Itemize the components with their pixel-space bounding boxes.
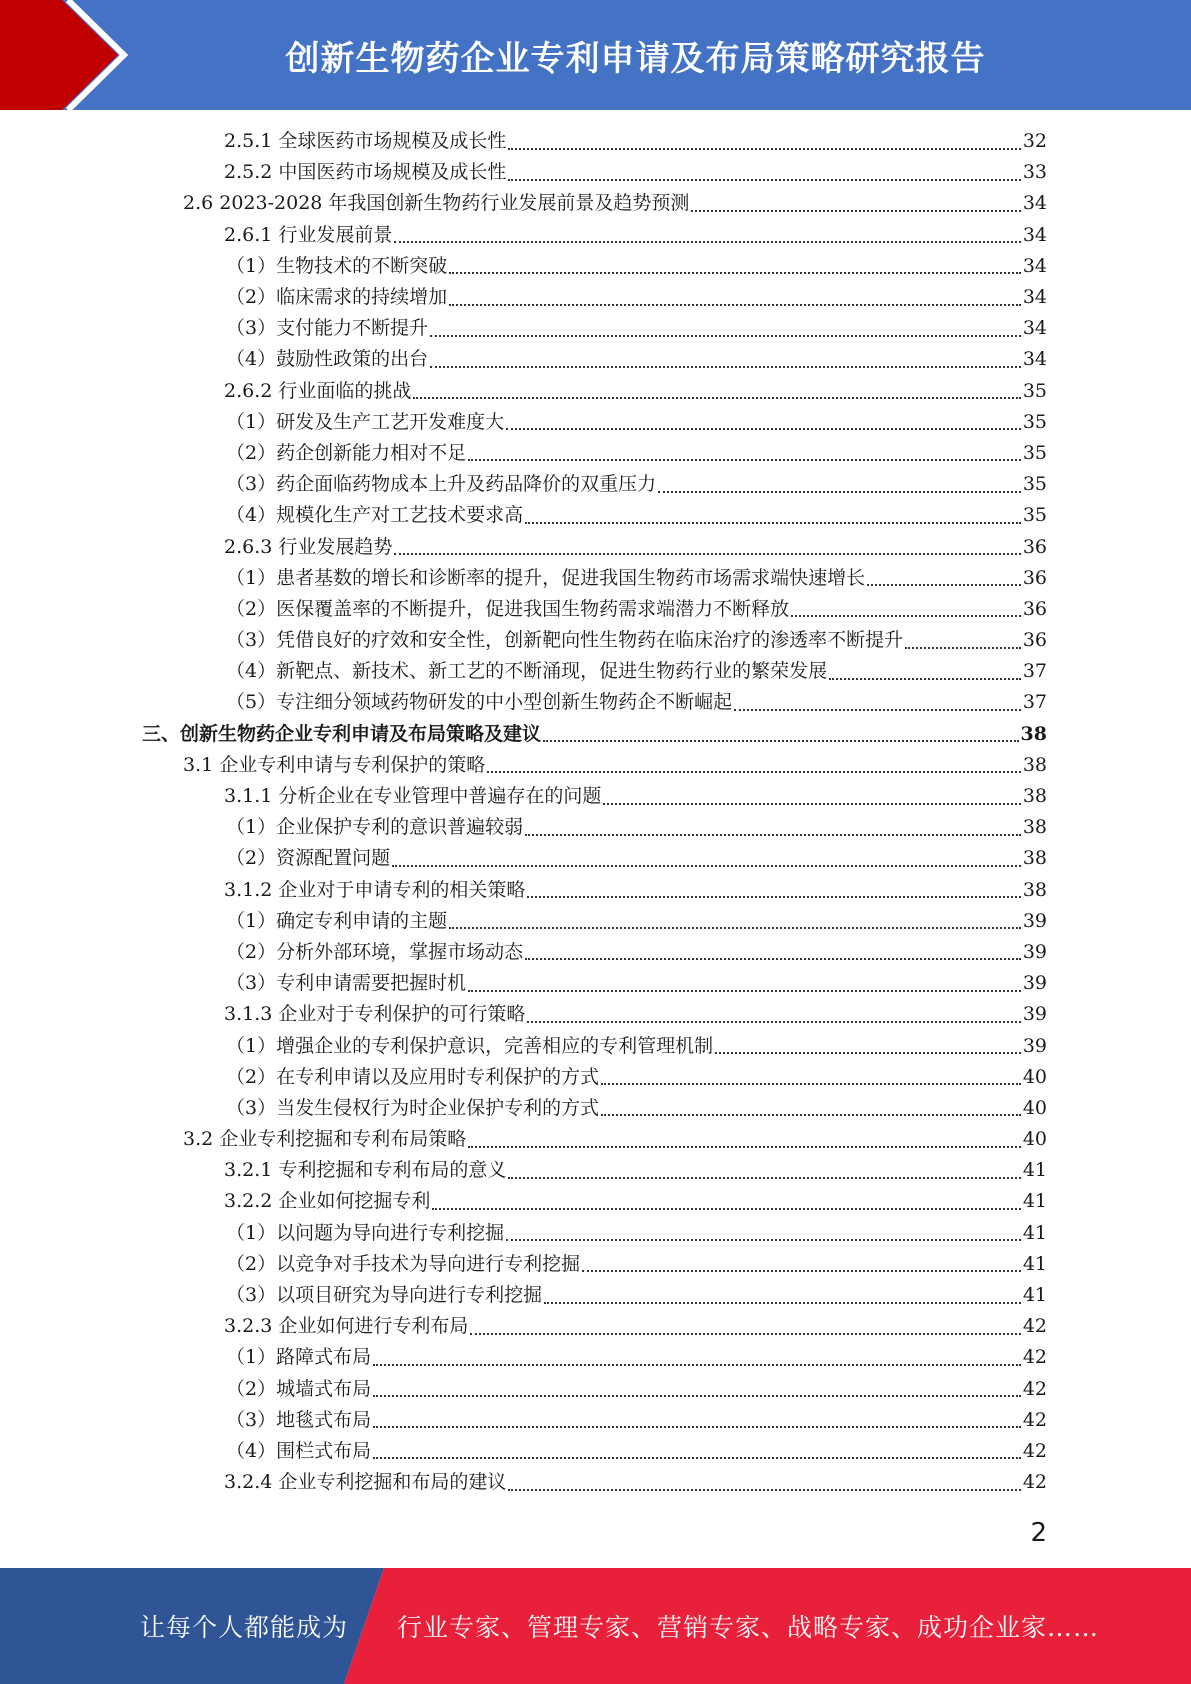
toc-dot-leader (449, 907, 1021, 929)
toc-dot-leader (601, 1094, 1021, 1116)
toc-entry-page: 35 (1022, 379, 1047, 402)
toc-dot-leader (487, 751, 1021, 773)
toc-dot-leader (525, 502, 1021, 524)
toc-entry[interactable] (0, 1249, 1191, 1280)
toc-dot-leader (508, 1157, 1020, 1179)
toc-dot-leader (430, 346, 1021, 368)
toc-dot-leader (394, 221, 1020, 243)
toc-entry-page: 41 (1022, 1159, 1047, 1182)
toc-entry[interactable] (0, 1280, 1191, 1311)
toc-entry-page: 41 (1022, 1190, 1047, 1213)
toc-dot-leader (432, 1188, 1020, 1210)
toc-entry-title: （2）以竞争对手技术为导向进行专利挖掘 (226, 1252, 581, 1275)
toc-entry-title: （5）专注细分领域药物研发的中小型创新生物药企不断崛起 (226, 691, 733, 714)
toc-dot-leader (691, 190, 1020, 212)
toc-dot-leader (905, 627, 1021, 649)
toc-entry-page: 35 (1022, 441, 1047, 464)
toc-entry-title: （1）患者基数的增长和诊断率的提升，促进我国生物药市场需求端快速增长 (226, 566, 866, 589)
toc-entry-title: （1）确定专利申请的主题 (226, 909, 448, 932)
toc-dot-leader (867, 564, 1021, 586)
toc-entry[interactable] (0, 687, 1191, 718)
toc-entry-title: 2.6.3 行业发展趋势 (224, 535, 393, 558)
toc-entry-title: 3.1.2 企业对于申请专利的相关策略 (224, 878, 526, 901)
toc-entry-page: 39 (1022, 1034, 1047, 1057)
toc-entry-page: 36 (1022, 535, 1047, 558)
toc-dot-leader (601, 1063, 1021, 1085)
toc-entry[interactable] (0, 1374, 1191, 1405)
report-title: 创新生物药企业专利申请及布局策略研究报告 (285, 38, 986, 79)
toc-entry[interactable] (0, 968, 1191, 999)
toc-entry[interactable] (0, 937, 1191, 968)
toc-entry-page: 40 (1022, 1096, 1047, 1119)
toc-entry[interactable] (0, 1218, 1191, 1249)
toc-entry-page: 40 (1022, 1065, 1047, 1088)
header-bar (0, 0, 1191, 110)
toc-entry[interactable] (0, 1186, 1191, 1217)
toc-entry-title: （2）资源配置问题 (226, 847, 391, 870)
toc-entry[interactable] (0, 282, 1191, 313)
toc-entry-title: （1）生物技术的不断突破 (226, 254, 448, 277)
toc-entry-title: （3）地毯式布局 (226, 1408, 372, 1431)
toc-dot-leader (544, 1282, 1021, 1304)
toc-entry-page: 42 (1022, 1377, 1047, 1400)
toc-entry-page: 34 (1022, 192, 1047, 215)
toc-entry-page: 35 (1022, 473, 1047, 496)
toc-entry[interactable] (0, 188, 1191, 219)
toc-entry[interactable] (0, 594, 1191, 625)
toc-entry[interactable] (0, 843, 1191, 874)
toc-entry[interactable] (0, 1467, 1191, 1498)
toc-entry-title: （1）研发及生产工艺开发难度大 (226, 410, 505, 433)
toc-entry-page: 42 (1022, 1408, 1047, 1431)
toc-entry-title: （1）增强企业的专利保护意识，完善相应的专利管理机制 (226, 1034, 714, 1057)
toc-entry-title: 三、创新生物药企业专利申请及布局策略及建议 (142, 722, 542, 745)
toc-entry[interactable] (0, 500, 1191, 531)
toc-entry-page: 42 (1022, 1471, 1047, 1494)
toc-dot-leader (658, 471, 1021, 493)
toc-entry-page: 35 (1022, 410, 1047, 433)
toc-entry[interactable] (0, 563, 1191, 594)
toc-entry[interactable] (0, 344, 1191, 375)
toc-entry-page: 36 (1022, 597, 1047, 620)
toc-entry-title: （1）以问题为导向进行专利挖掘 (226, 1221, 505, 1244)
toc-entry-page: 41 (1022, 1221, 1047, 1244)
toc-dot-leader (468, 970, 1021, 992)
toc-entry-title: （3）药企面临药物成本上升及药品降价的双重压力 (226, 473, 657, 496)
toc-dot-leader (734, 689, 1021, 711)
toc-dot-leader (373, 1344, 1021, 1366)
toc-entry-page: 42 (1022, 1315, 1047, 1338)
toc-dot-leader (430, 315, 1021, 337)
toc-dot-leader (525, 938, 1021, 960)
toc-dot-leader (508, 1469, 1020, 1491)
toc-entry-title: （2）临床需求的持续增加 (226, 286, 448, 309)
toc-entry-title: （4）围栏式布局 (226, 1439, 372, 1462)
toc-entry[interactable] (0, 157, 1191, 188)
toc-entry-title: （4）新靶点、新技术、新工艺的不断涌现，促进生物药行业的繁荣发展 (226, 660, 828, 683)
toc-dot-leader (506, 1219, 1021, 1241)
toc-entry[interactable] (0, 1093, 1191, 1124)
toc-entry-page: 39 (1022, 909, 1047, 932)
toc-dot-leader (449, 284, 1021, 306)
toc-entry-title: 3.1.3 企业对于专利保护的可行策略 (224, 1003, 526, 1026)
toc-entry[interactable] (0, 1030, 1191, 1061)
footer-slogan-left: 让每个人都能成为 (140, 1613, 349, 1642)
toc-entry-title: （3）支付能力不断提升 (226, 317, 429, 340)
toc-entry-page: 41 (1022, 1284, 1047, 1307)
toc-entry[interactable] (0, 625, 1191, 656)
toc-dot-leader (373, 1375, 1021, 1397)
toc-entry[interactable] (0, 1062, 1191, 1093)
footer-slogan-right: 行业专家、管理专家、营销专家、战略专家、成功企业家…… (397, 1613, 1100, 1642)
toc-entry-page: 39 (1022, 972, 1047, 995)
toc-entry-title: 3.2.3 企业如何进行专利布局 (224, 1315, 469, 1338)
toc-entry-page: 40 (1022, 1128, 1047, 1151)
toc-dot-leader (413, 377, 1020, 399)
toc-entry[interactable] (0, 906, 1191, 937)
toc-entry[interactable] (0, 220, 1191, 251)
toc-dot-leader (829, 658, 1021, 680)
toc-dot-leader (791, 595, 1021, 617)
toc-entry[interactable] (0, 750, 1191, 781)
toc-entry[interactable] (0, 812, 1191, 843)
toc-dot-leader (449, 252, 1021, 274)
toc-entry-title: 3.1.1 分析企业在专业管理中普遍存在的问题 (224, 785, 602, 808)
toc-entry-title: （3）专利申请需要把握时机 (226, 972, 467, 995)
header-arrow-decoration (0, 0, 150, 110)
toc-entry[interactable] (0, 1311, 1191, 1342)
toc-entry[interactable] (0, 781, 1191, 812)
toc-dot-leader (527, 1001, 1020, 1023)
toc-entry-title: （2）药企创新能力相对不足 (226, 441, 467, 464)
toc-entry-title: 2.6.2 行业面临的挑战 (224, 379, 412, 402)
toc-entry[interactable] (0, 313, 1191, 344)
toc-entry-page: 42 (1022, 1346, 1047, 1369)
toc-entry[interactable] (0, 1124, 1191, 1155)
toc-dot-leader (508, 128, 1020, 150)
toc-entry-page: 34 (1022, 348, 1047, 371)
toc-entry[interactable] (0, 438, 1191, 469)
toc-entry-page: 38 (1022, 878, 1047, 901)
toc-entry-title: （1）企业保护专利的意识普遍较弱 (226, 816, 524, 839)
toc-entry-page: 36 (1022, 566, 1047, 589)
toc-entry[interactable] (0, 875, 1191, 906)
toc-dot-leader (715, 1032, 1021, 1054)
toc-entry[interactable] (0, 1405, 1191, 1436)
toc-dot-leader (603, 783, 1020, 805)
footer-banner (0, 1568, 1191, 1684)
toc-entry-title: （2）医保覆盖率的不断提升，促进我国生物药需求端潜力不断释放 (226, 597, 790, 620)
toc-entry[interactable] (0, 1436, 1191, 1467)
toc-entry-page: 38 (1022, 816, 1047, 839)
toc-dot-leader (506, 408, 1021, 430)
toc-dot-leader (468, 439, 1021, 461)
toc-dot-leader (508, 159, 1020, 181)
toc-dot-leader (470, 1313, 1020, 1335)
toc-dot-leader (468, 1126, 1021, 1148)
toc-entry[interactable] (0, 656, 1191, 687)
toc-entry[interactable] (0, 531, 1191, 562)
toc-entry-title: 3.2.4 企业专利挖掘和布局的建议 (224, 1471, 507, 1494)
toc-entry-title: 3.1 企业专利申请与专利保护的策略 (183, 753, 486, 776)
toc-entry[interactable] (0, 1342, 1191, 1373)
toc-entry-page: 41 (1022, 1252, 1047, 1275)
toc-entry-title: （3）当发生侵权行为时企业保护专利的方式 (226, 1096, 600, 1119)
toc-entry-page: 33 (1022, 161, 1047, 184)
toc-entry-page: 42 (1022, 1439, 1047, 1462)
toc-entry-page: 37 (1022, 660, 1047, 683)
toc-entry[interactable] (0, 407, 1191, 438)
toc-dot-leader (373, 1406, 1021, 1428)
toc-entry-title: 2.5.1 全球医药市场规模及成长性 (224, 130, 507, 153)
toc-entry-title: （2）在专利申请以及应用时专利保护的方式 (226, 1065, 600, 1088)
toc-entry-page: 38 (1022, 753, 1047, 776)
toc-entry-title: （4）规模化生产对工艺技术要求高 (226, 504, 524, 527)
toc-entry-page: 38 (1020, 722, 1047, 745)
toc-entry[interactable] (0, 251, 1191, 282)
toc-entry[interactable] (0, 999, 1191, 1030)
toc-entry-page: 36 (1022, 629, 1047, 652)
toc-entry-page: 37 (1022, 691, 1047, 714)
toc-entry-page: 34 (1022, 317, 1047, 340)
table-of-contents (0, 126, 1191, 1498)
toc-entry[interactable] (0, 469, 1191, 500)
toc-entry-title: 2.6 2023-2028 年我国创新生物药行业发展前景及趋势预测 (183, 192, 690, 215)
toc-entry-title: 2.6.1 行业发展前景 (224, 223, 393, 246)
toc-entry-page: 35 (1022, 504, 1047, 527)
toc-entry-title: 2.5.2 中国医药市场规模及成长性 (224, 161, 507, 184)
toc-entry-title: 3.2.1 专利挖掘和专利布局的意义 (224, 1159, 507, 1182)
toc-entry-page: 34 (1022, 286, 1047, 309)
toc-dot-leader (525, 814, 1021, 836)
toc-dot-leader (373, 1437, 1021, 1459)
toc-entry[interactable] (0, 719, 1191, 750)
toc-dot-leader (582, 1250, 1021, 1272)
toc-entry-title: （2）分析外部环境，掌握市场动态 (226, 940, 524, 963)
toc-entry-title: （3）以项目研究为导向进行专利挖掘 (226, 1284, 543, 1307)
toc-entry-page: 39 (1022, 1003, 1047, 1026)
toc-entry[interactable] (0, 376, 1191, 407)
toc-entry-page: 38 (1022, 785, 1047, 808)
toc-entry-page: 38 (1022, 847, 1047, 870)
toc-entry-page: 39 (1022, 940, 1047, 963)
toc-dot-leader (543, 720, 1019, 742)
toc-entry-page: 34 (1022, 254, 1047, 277)
toc-dot-leader (392, 845, 1021, 867)
toc-entry[interactable] (0, 1155, 1191, 1186)
toc-entry[interactable] (0, 126, 1191, 157)
toc-dot-leader (527, 876, 1020, 898)
toc-entry-title: （2）城墙式布局 (226, 1377, 372, 1400)
toc-entry-page: 34 (1022, 223, 1047, 246)
page-number: 2 (1030, 1518, 1047, 1548)
toc-entry-title: （3）凭借良好的疗效和安全性，创新靶向性生物药在临床治疗的渗透率不断提升 (226, 629, 904, 652)
toc-entry-title: （4）鼓励性政策的出台 (226, 348, 429, 371)
toc-entry-page: 32 (1022, 130, 1047, 153)
toc-entry-title: （1）路障式布局 (226, 1346, 372, 1369)
toc-dot-leader (394, 533, 1020, 555)
toc-entry-title: 3.2.2 企业如何挖掘专利 (224, 1190, 431, 1213)
toc-entry-title: 3.2 企业专利挖掘和专利布局策略 (183, 1128, 467, 1151)
